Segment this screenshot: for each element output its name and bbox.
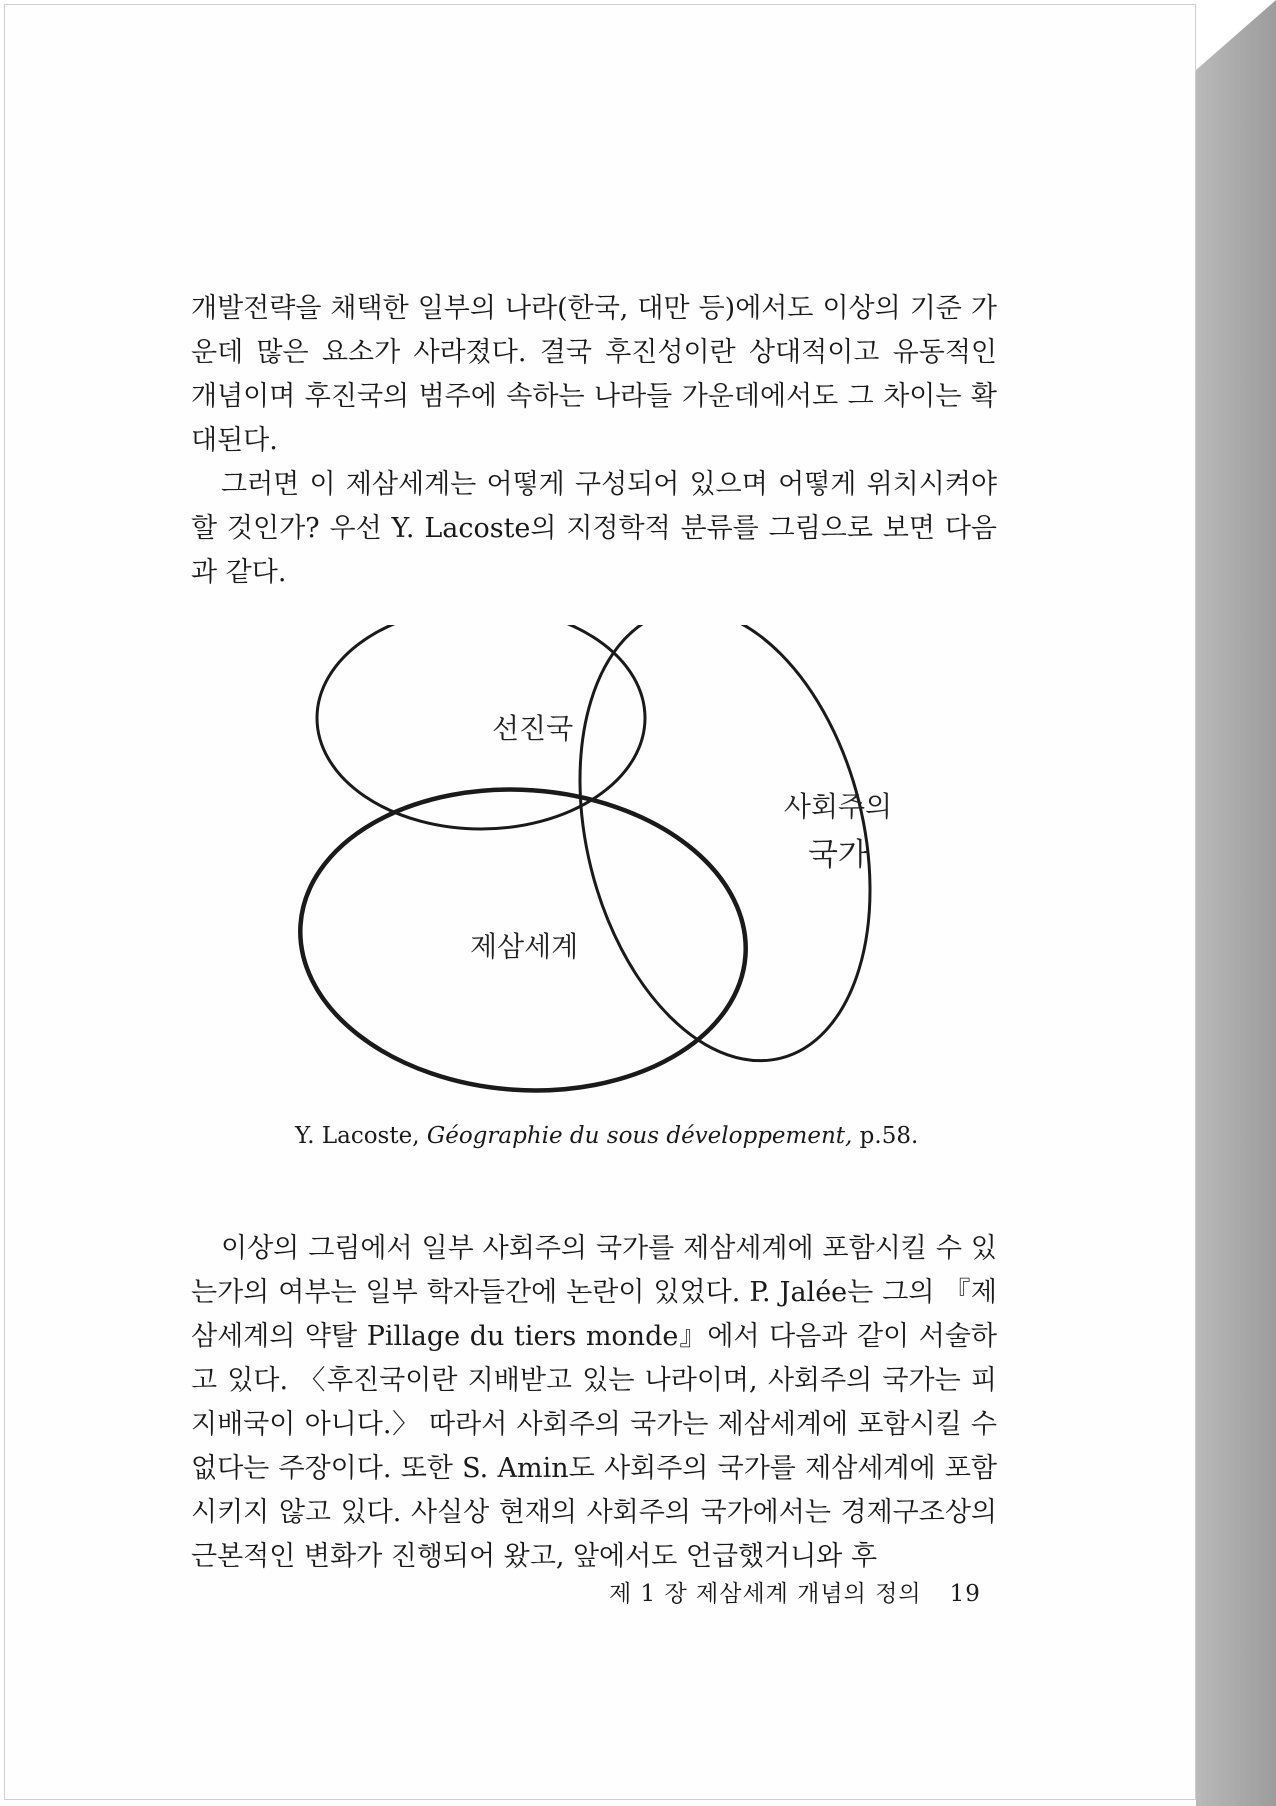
caption-page: p.58. bbox=[852, 1123, 919, 1149]
ellipse-developed bbox=[317, 625, 645, 829]
label-developed: 선진국 bbox=[492, 712, 574, 745]
label-socialist-line2: 국가 bbox=[808, 837, 868, 873]
paragraph-1: 개발전략을 채택한 일부의 나라(한국, 대만 등)에서도 이상의 기준 가운데 많은 요소가 사라졌다. 결국 후진성이란 상대적이고 유동적인 개념이며 후진국의 범주에 속하는 나라들 가운데에서도 그 차이는 확대된다. bbox=[191, 293, 997, 456]
label-socialist-line1: 사회주의 bbox=[783, 790, 893, 823]
paragraph-3: 이상의 그림에서 일부 사회주의 국가를 제삼세계에 포함시킬 수 있는가의 여부는 일부 학자들간에 논란이 있었다. P. Jalée는 그의 『제삼세계의 약탈 Pillage du tiers monde』에서 다음과 같이 서술하고 있다. 〈후진국이란 지배받고 있는 나라이며, 사회주의 국가는 피지배국이 아니다.〉 따라서 사회주의 국가는 제삼세계에 포함시킬 수 없다는 주장이다. 또한 S. Amin도 사회주의 국가를 제삼세계에 포함시키지 않고 있다. 사실상 현재의 사회주의 국가에서는 경제구조상의 근본적인 변화가 진행되어 왔고, 앞에서도 언급했거니와 후 bbox=[191, 1233, 997, 1572]
book-side-edge bbox=[1196, 0, 1276, 1806]
caption-author: Y. Lacoste, bbox=[295, 1123, 427, 1149]
figure-caption bbox=[295, 1123, 935, 1149]
page-footer bbox=[609, 1575, 981, 1608]
footer-chapter: 제 1 장 제삼세계 개념의 정의 bbox=[609, 1581, 922, 1607]
venn-diagram bbox=[265, 625, 985, 1105]
page-number: 19 bbox=[949, 1581, 981, 1607]
book-page bbox=[4, 4, 1196, 1800]
label-socialist bbox=[773, 783, 903, 879]
caption-title: Géographie du sous développement, bbox=[426, 1123, 853, 1149]
paragraph-2: 그러면 이 제삼세계는 어떻게 구성되어 있으며 어떻게 위치시켜야 할 것인가? 우선 Y. Lacoste의 지정학적 분류를 그림으로 보면 다음과 같다. bbox=[191, 469, 997, 588]
label-third-world: 제삼세계 bbox=[470, 930, 579, 963]
